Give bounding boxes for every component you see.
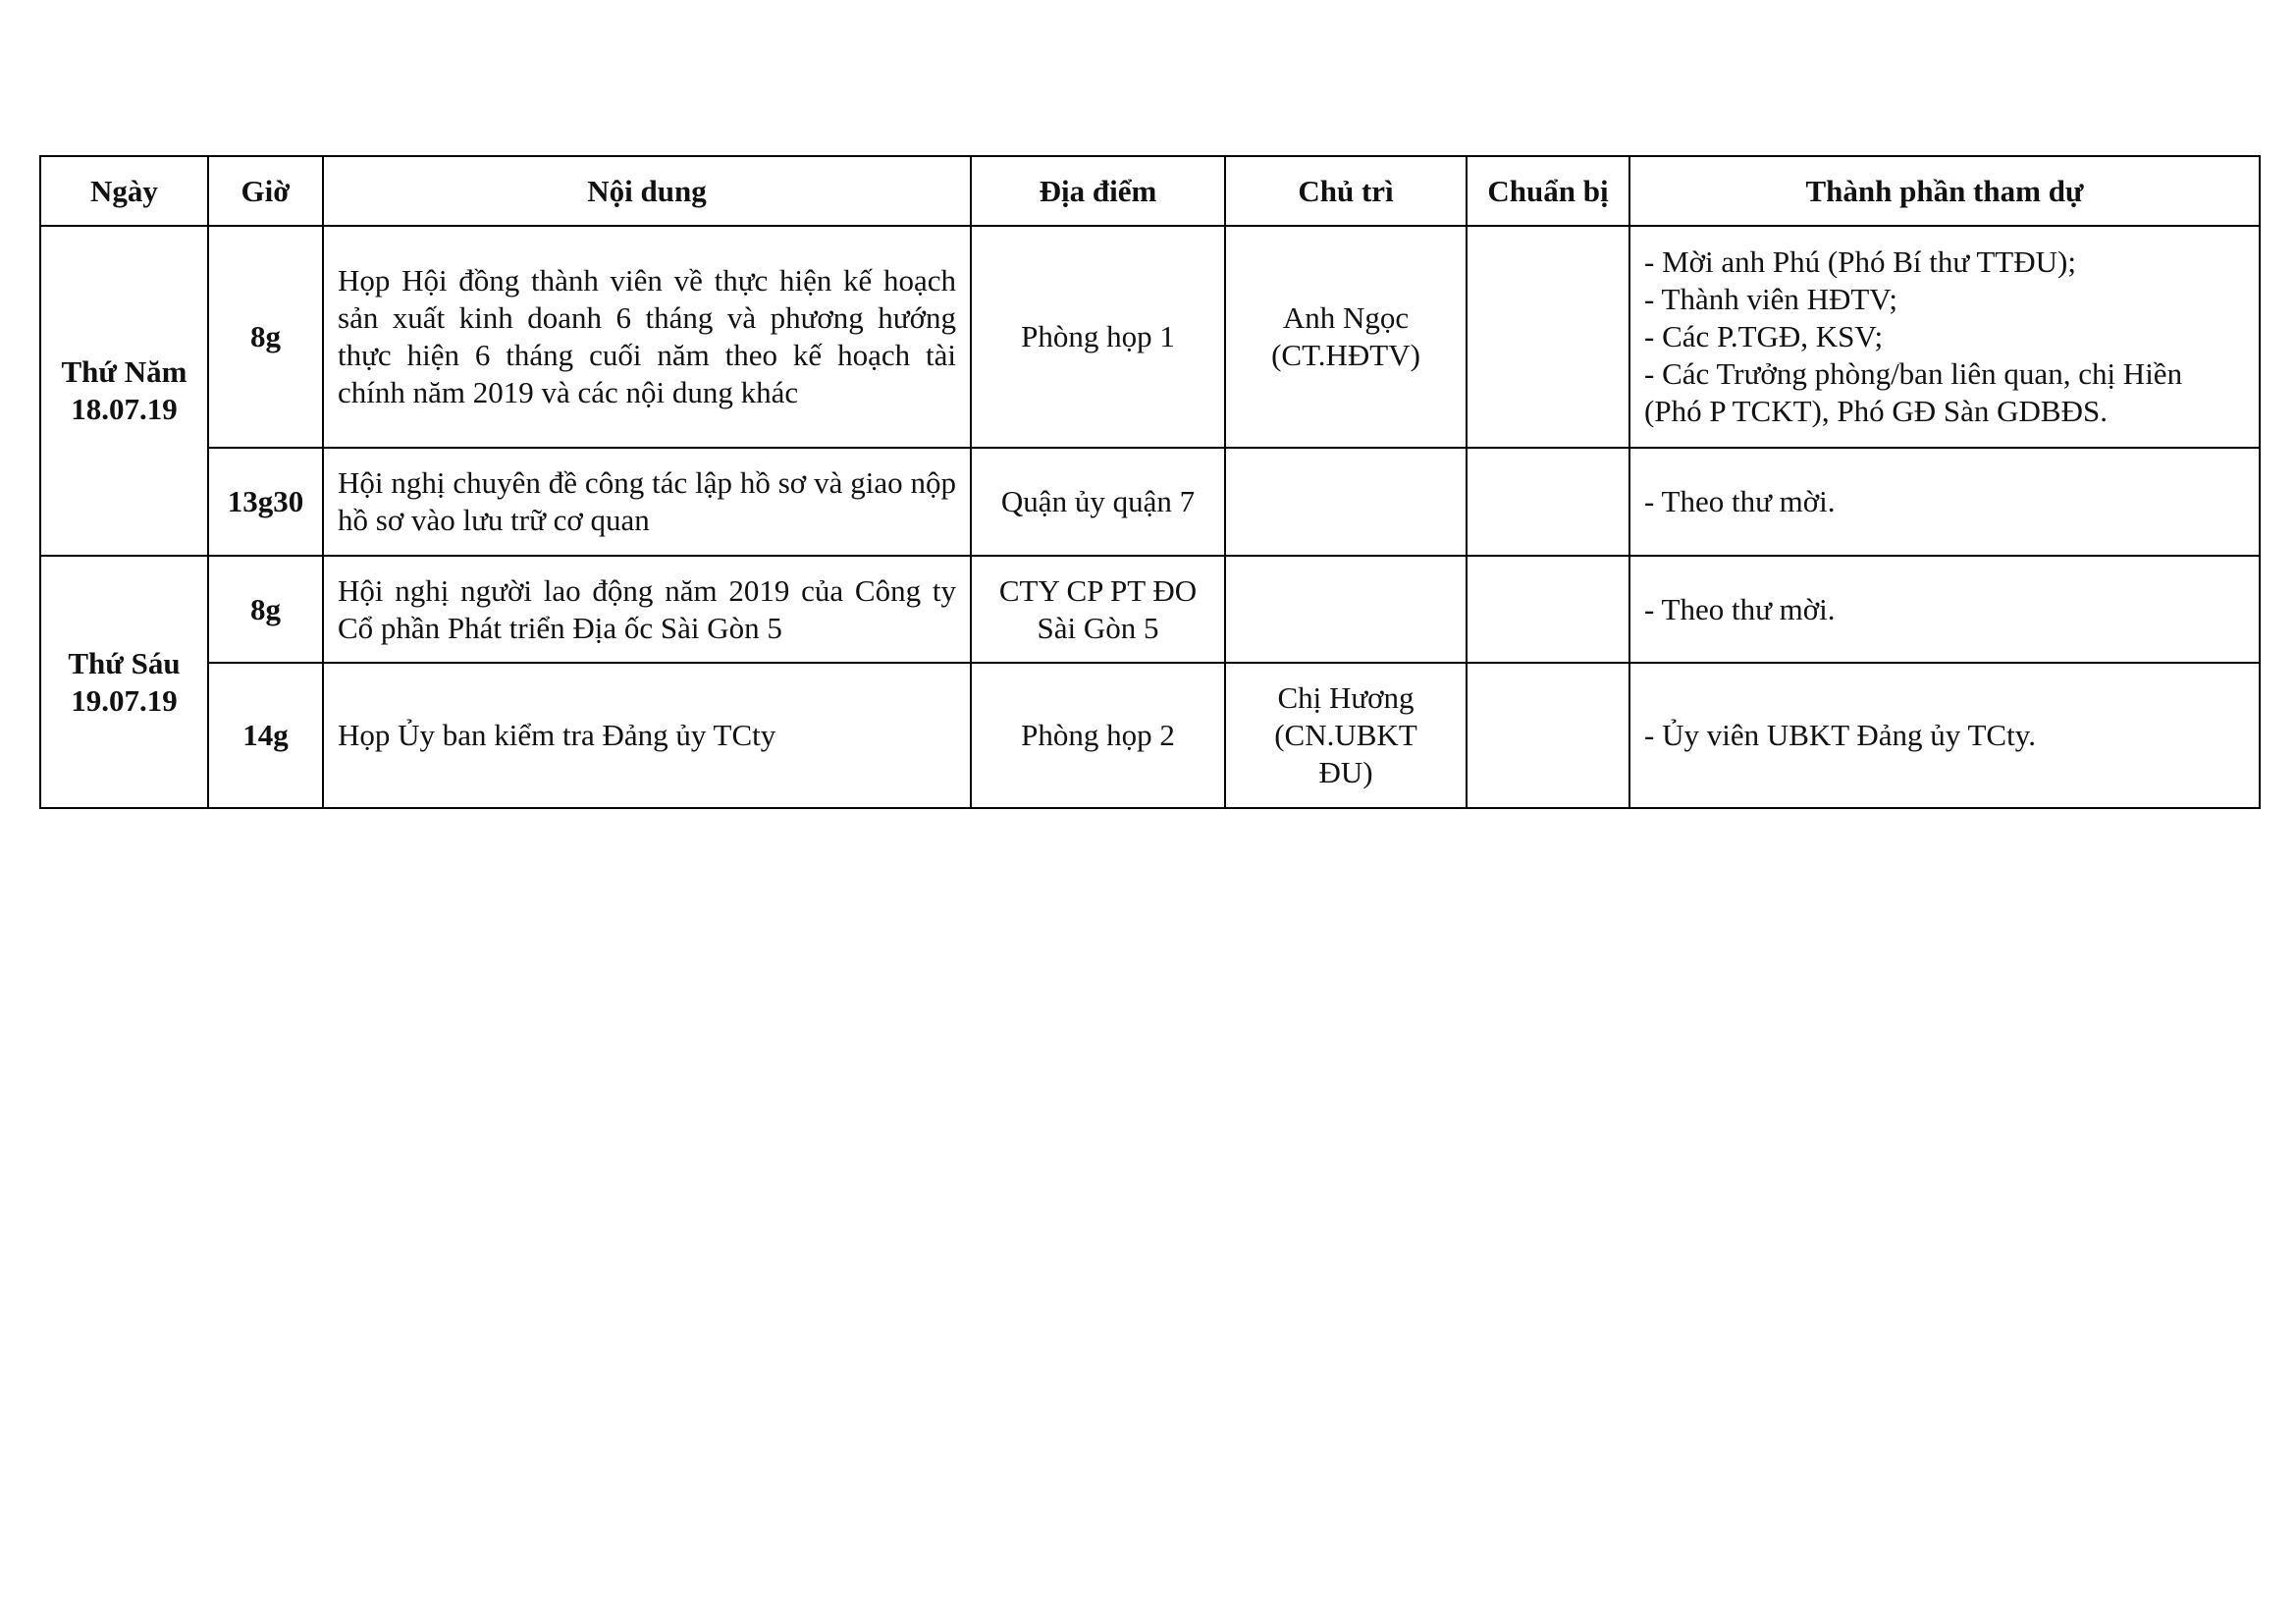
attendee-item: - Ủy viên UBKT Đảng ủy TCty. [1644,718,2036,752]
header-place: Địa điểm [971,156,1225,226]
time-cell: 13g30 [208,448,323,556]
table-row [40,663,2260,808]
attendee-item: - Các Trưởng phòng/ban liên quan, chị Hiền (Phó P TCKT), Phó GĐ Sàn GDBĐS. [1644,356,2183,428]
attendees-cell [1629,556,2260,663]
weekday-label: Thứ Sáu [68,645,181,680]
date-label: 19.07.19 [71,682,178,718]
chair-cell [1225,663,1467,808]
chair-name: Anh Ngọc [1282,300,1410,335]
chair-title: (CN.UBKT [1274,718,1417,752]
header-attendees: Thành phần tham dự [1629,156,2260,226]
place-cell: Phòng họp 1 [971,226,1225,448]
chair-title: (CT.HĐTV) [1271,338,1420,372]
table-row [40,226,2260,448]
header-content: Nội dung [323,156,971,226]
header-date: Ngày [40,156,208,226]
chair-cell [1225,448,1467,556]
content-cell: Hội nghị chuyên đề công tác lập hồ sơ và giao nộp hồ sơ vào lưu trữ cơ quan [323,448,971,556]
place-cell: Quận ủy quận 7 [971,448,1225,556]
content-cell: Họp Hội đồng thành viên về thực hiện kế hoạch sản xuất kinh doanh 6 tháng và phương hướng thực hiện 6 tháng cuối năm theo kế hoạch tài chính năm 2019 và các nội dung khác [323,226,971,448]
attendees-cell [1629,448,2260,556]
table-row [40,448,2260,556]
table-row [40,556,2260,663]
date-label: 18.07.19 [71,392,178,426]
chair-cell [1225,556,1467,663]
schedule-table [39,155,2261,809]
header-time: Giờ [208,156,323,226]
place-cell: CTY CP PT ĐO Sài Gòn 5 [971,556,1225,663]
date-cell [40,556,208,808]
prepare-cell [1467,226,1629,448]
header-row [40,156,2260,226]
attendees-cell [1629,663,2260,808]
prepare-cell [1467,448,1629,556]
chair-name: Chị Hương [1277,680,1415,715]
chair-cell [1225,226,1467,448]
attendee-item: - Mời anh Phú (Phó Bí thư TTĐU); [1644,244,2076,279]
prepare-cell [1467,663,1629,808]
place-cell: Phòng họp 2 [971,663,1225,808]
content-cell: Họp Ủy ban kiểm tra Đảng ủy TCty [323,663,971,808]
attendee-item: - Thành viên HĐTV; [1644,282,1897,316]
time-cell: 14g [208,663,323,808]
header-chair: Chủ trì [1225,156,1467,226]
date-cell [40,226,208,556]
attendee-item: - Theo thư mời. [1644,591,1836,626]
prepare-cell [1467,556,1629,663]
chair-title: ĐU) [1318,755,1373,789]
attendees-cell [1629,226,2260,448]
attendee-item: - Theo thư mời. [1644,484,1836,518]
header-prepare: Chuẩn bị [1467,156,1629,226]
weekday-label: Thứ Năm [61,354,187,389]
content-cell: Hội nghị người lao động năm 2019 của Công ty Cổ phần Phát triển Địa ốc Sài Gòn 5 [323,556,971,663]
time-cell: 8g [208,556,323,663]
time-cell: 8g [208,226,323,448]
attendee-item: - Các P.TGĐ, KSV; [1644,319,1884,353]
